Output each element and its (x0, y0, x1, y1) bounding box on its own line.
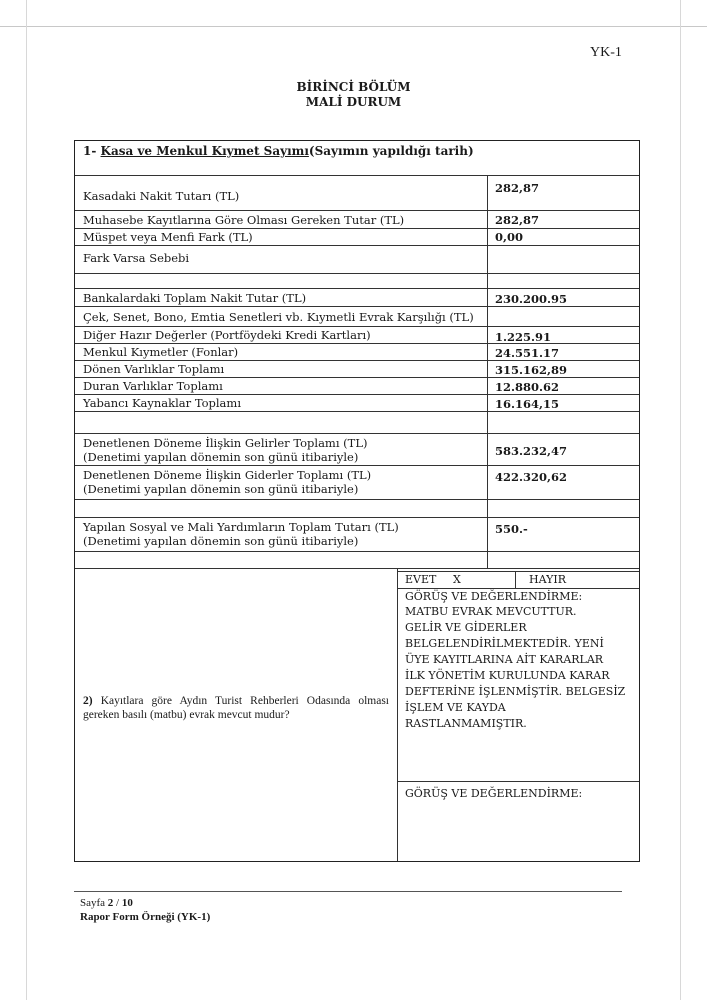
row-value: 16.164,15 (495, 397, 560, 411)
opinion-line: ÜYE KAYITLARINA AİT KARARLAR (405, 653, 604, 666)
table-row (75, 361, 639, 378)
scan-edge-right (680, 0, 681, 1000)
section1-title-row (75, 141, 639, 176)
form-code: YK-1 (590, 45, 622, 60)
yes-no-separator (515, 572, 516, 588)
page-indicator: Sayfa 2 / 10 (80, 897, 133, 909)
table-row (75, 395, 639, 412)
table-row (75, 176, 639, 211)
table-row (75, 307, 639, 327)
row-value: 583.232,47 (495, 444, 568, 458)
row-value: 12.880.62 (495, 380, 560, 394)
scan-edge-left (26, 0, 27, 1000)
opinion-line: GELİR VE GİDERLER (405, 621, 527, 634)
row-label: Yabancı Kaynaklar Toplamı (83, 396, 241, 410)
no-label: HAYIR (529, 573, 566, 586)
table-row (75, 246, 639, 274)
row-label: Denetlenen Döneme İlişkin Gelirler Toplamı (TL) (Denetimi yapılan dönemin son günü itibariyle) (83, 436, 368, 464)
row-value: 0,00 (495, 230, 524, 244)
opinion-line: İŞLEM VE KAYDA (405, 701, 506, 714)
table-row (75, 466, 639, 500)
yes-mark: X (453, 573, 461, 586)
opinion-line: MATBU EVRAK MEVCUTTUR. (405, 605, 577, 618)
opinion-title: GÖRÜŞ VE DEĞERLENDİRME: (405, 590, 583, 603)
row-value: 230.200.95 (495, 292, 568, 306)
table-row (75, 229, 639, 246)
yes-label: EVET (405, 573, 437, 586)
spacer-row (75, 500, 639, 518)
opinion2-title: GÖRÜŞ VE DEĞERLENDİRME: (405, 787, 583, 800)
financial-table (74, 140, 640, 862)
scan-edge-top (0, 26, 707, 27)
row-label: Kasadaki Nakit Tutarı (TL) (83, 189, 240, 203)
table-row (75, 211, 639, 229)
opinion-line: DEFTERİNE İŞLENMİŞTİR. BELGESİZ (405, 685, 626, 698)
row-value: 282,87 (495, 181, 540, 195)
row-value: 24.551.17 (495, 346, 560, 360)
row-value: 550.- (495, 522, 528, 536)
opinion-line: RASTLANMAMIŞTIR. (405, 717, 527, 730)
row-label: Muhasebe Kayıtlarına Göre Olması Gereken Tutar (TL) (83, 213, 405, 227)
opinion-line: BELGELENDİRİLMEKTEDİR. YENİ (405, 637, 604, 650)
table-row (75, 344, 639, 361)
row-label: Dönen Varlıklar Toplamı (83, 362, 225, 376)
section2-question: 2) Kayıtlara göre Aydın Turist Rehberleri Odasında olması gereken basılı (matbu) evrak mevcut mudur? (83, 695, 390, 721)
section-title: BİRİNCİ BÖLÜM (296, 80, 411, 94)
spacer-row (75, 552, 639, 569)
table-row (75, 289, 639, 307)
opinion-line: İLK YÖNETİM KURULUNDA KARAR (405, 669, 610, 682)
row-value: 422.320,62 (495, 470, 568, 484)
row-label: Bankalardaki Toplam Nakit Tutar (TL) (83, 291, 307, 305)
row-label: Duran Varlıklar Toplamı (83, 379, 223, 393)
table-row (75, 327, 639, 344)
row-value: 315.162,89 (495, 363, 568, 377)
row-label: Diğer Hazır Değerler (Portföydeki Kredi Kartları) (83, 328, 371, 342)
footer-divider (74, 891, 622, 892)
section1-title: 1- Kasa ve Menkul Kıymet Sayımı(Sayımın yapıldığı tarih) (83, 144, 474, 158)
section-subtitle: MALİ DURUM (305, 95, 402, 109)
row-label: Müspet veya Menfi Fark (TL) (83, 230, 253, 244)
row-label: Çek, Senet, Bono, Emtia Senetleri vb. Kıymetli Evrak Karşılığı (TL) (83, 310, 474, 324)
section2-area (75, 569, 639, 861)
row-label: Denetlenen Döneme İlişkin Giderler Toplamı (TL) (Denetimi yapılan dönemin son günü itibariyle) (83, 468, 372, 496)
table-row (75, 434, 639, 466)
yes-no-row (397, 571, 639, 589)
table-row (75, 378, 639, 395)
form-name: Rapor Form Örneği (YK-1) (80, 911, 211, 923)
row-label: Fark Varsa Sebebi (83, 251, 190, 265)
row-label: Menkul Kıymetler (Fonlar) (83, 345, 239, 359)
row-label: Yapılan Sosyal ve Mali Yardımların Toplam Tutarı (TL) (Denetimi yapılan dönemin son günü itibariyle) (83, 520, 399, 548)
opinion-box (397, 589, 639, 782)
spacer-row (75, 274, 639, 289)
spacer-row (75, 412, 639, 434)
row-value: 282,87 (495, 213, 540, 227)
table-row (75, 518, 639, 552)
row-value: 1.225.91 (495, 330, 552, 344)
